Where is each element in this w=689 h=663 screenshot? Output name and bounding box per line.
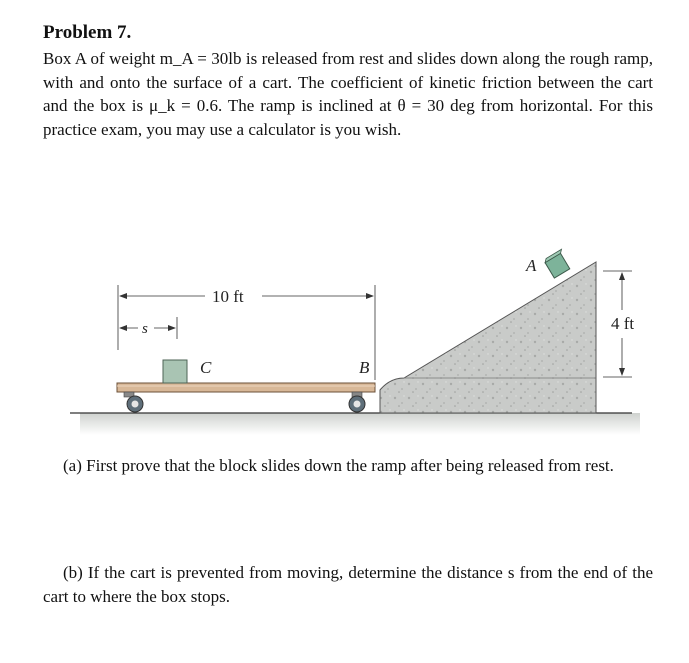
ramp <box>380 262 596 413</box>
box-a <box>544 249 573 278</box>
cart-wheel-left <box>124 392 143 412</box>
distance-s-label: s <box>142 321 148 337</box>
question-b: (b) If the cart is prevented from moving, determine the distance s from the end of the cart to where the box stops. <box>43 563 653 606</box>
point-b-label: B <box>359 358 370 377</box>
height-label: 4 ft <box>611 314 635 333</box>
problem-statement: Box A of weight m_A = 30lb is released from rest and slides down along the rough ramp, with and onto the surface of a cart. The coefficient of kinetic friction between the cart and the box is μ_k = 0.6. The ramp is inclined at θ = 30 deg from horizontal. For this practice exam, you may use a calculator is you wish. <box>43 49 653 139</box>
cart-deck <box>117 383 375 392</box>
question-a: (a) First prove that the block slides down the ramp after being released from rest. <box>63 456 614 475</box>
problem-title: Problem 7. <box>43 22 132 43</box>
problem-figure <box>0 240 689 440</box>
floor-shadow <box>80 413 640 435</box>
box-c-label: C <box>200 358 212 377</box>
box-c <box>163 360 187 383</box>
box-a-label: A <box>526 256 537 275</box>
cart-wheel-right <box>349 392 365 412</box>
length-label: 10 ft <box>212 287 244 306</box>
